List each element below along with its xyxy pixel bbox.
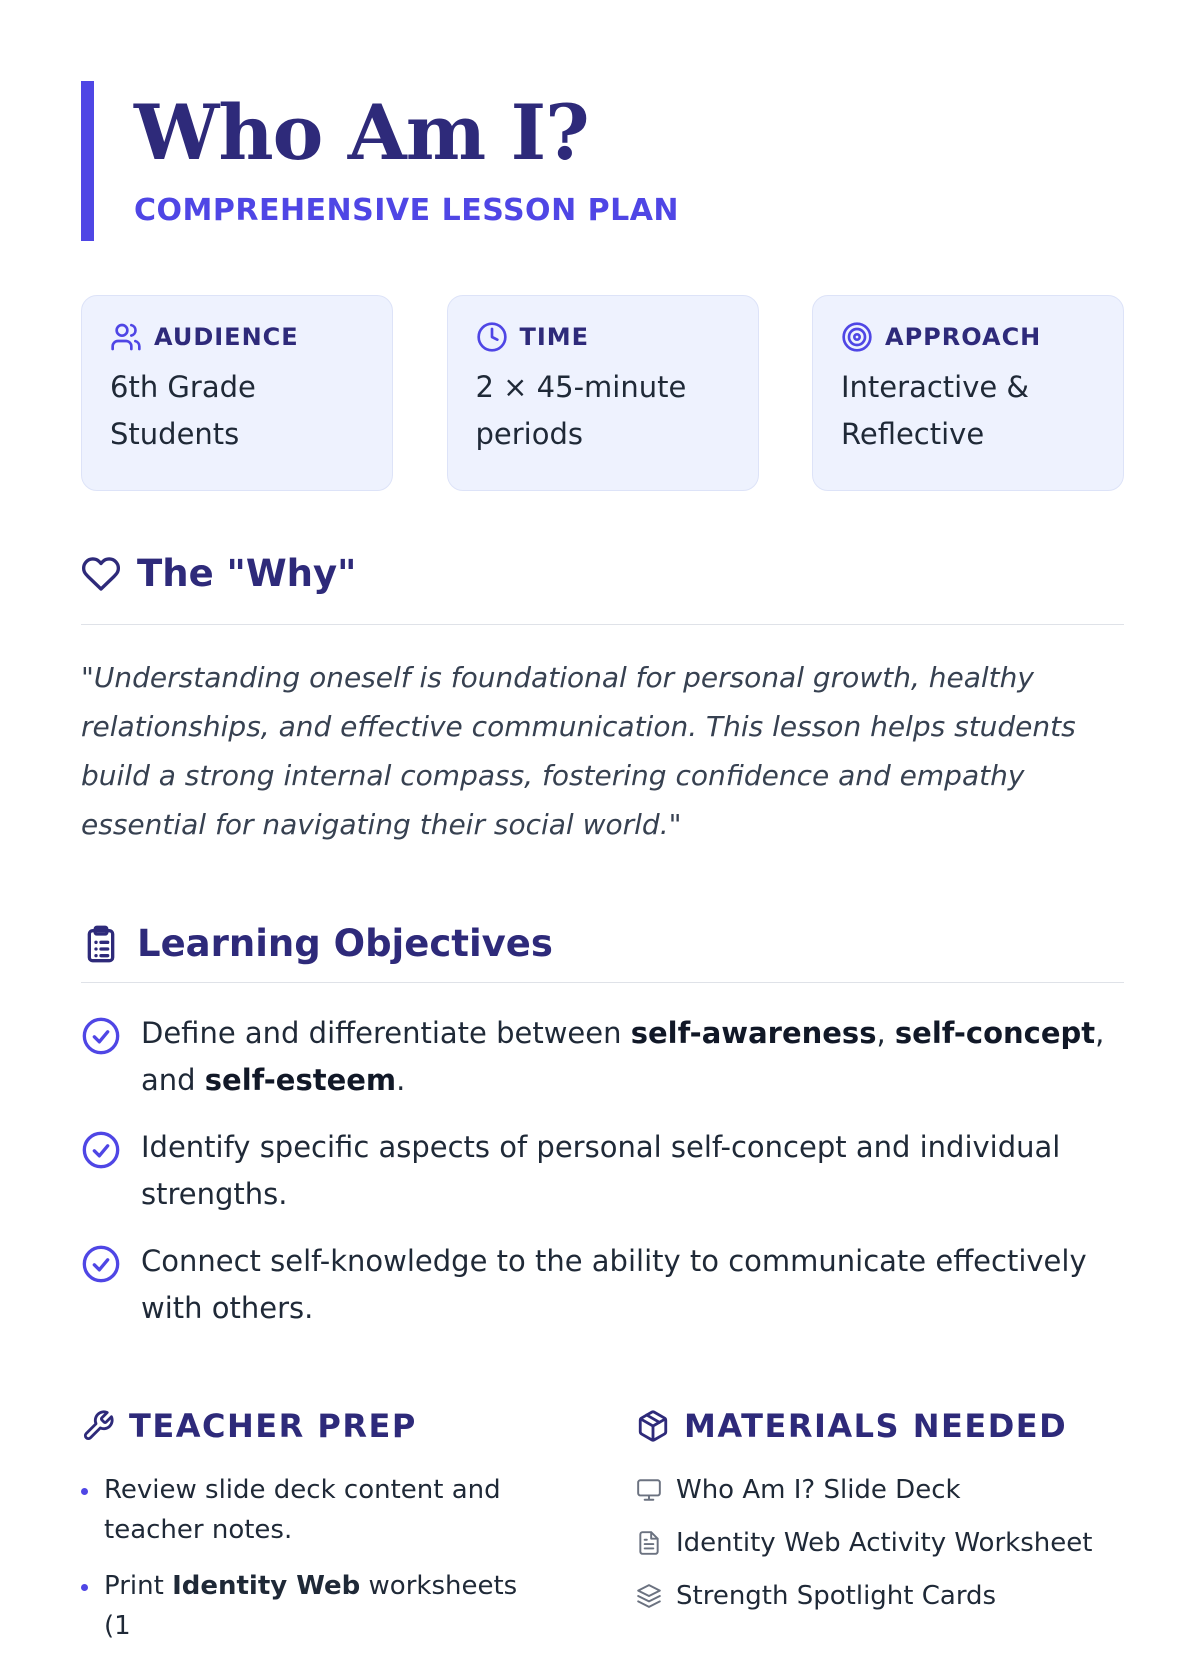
- material-label: Identity Web Activity Worksheet: [676, 1528, 1093, 1558]
- objectives-list: [81, 1010, 1124, 1352]
- document-icon: [636, 1530, 662, 1556]
- list-item: [81, 1566, 551, 1646]
- time-card: [447, 295, 759, 491]
- bullet-dot: [81, 1488, 88, 1495]
- wrench-icon: [81, 1409, 115, 1443]
- audience-card: [81, 295, 393, 491]
- why-title: The "Why": [137, 552, 357, 595]
- prep-text: Print Identity Web worksheets (1: [104, 1571, 518, 1641]
- page-subtitle: COMPREHENSIVE LESSON PLAN: [134, 193, 680, 228]
- section-divider: [81, 982, 1124, 983]
- list-item: [636, 1576, 1126, 1616]
- objectives-title: Learning Objectives: [137, 922, 553, 965]
- list-item: [81, 1124, 1124, 1218]
- clock-icon: [476, 321, 508, 353]
- why-section-header: [81, 552, 1124, 595]
- card-label: APPROACH: [885, 323, 1042, 351]
- list-item: [81, 1470, 551, 1550]
- material-label: Who Am I? Slide Deck: [676, 1475, 961, 1505]
- target-icon: [841, 321, 873, 353]
- objective-text: Identify specific aspects of personal self-concept and individual strengths.: [141, 1130, 1061, 1211]
- monitor-icon: [636, 1477, 662, 1503]
- bullet-dot: [81, 1584, 88, 1591]
- card-value: 6th Grade Students: [110, 370, 256, 451]
- card-label: AUDIENCE: [154, 323, 299, 351]
- info-cards: [81, 295, 1124, 491]
- material-label: Strength Spotlight Cards: [676, 1581, 997, 1611]
- users-icon: [110, 321, 142, 353]
- list-item: [81, 1238, 1124, 1332]
- why-quote: "Understanding oneself is foundational for personal growth, healthy relationships, and effective communication. This lesson helps students build a strong internal compass, fostering confidence and empathy essential for navigating their social world.": [81, 661, 1076, 841]
- check-circle-icon: [81, 1244, 121, 1284]
- objective-text: Connect self-knowledge to the ability to communicate effectively with others.: [141, 1244, 1087, 1325]
- check-circle-icon: [81, 1016, 121, 1056]
- materials-title: MATERIALS NEEDED: [684, 1407, 1068, 1445]
- objective-text: Define and differentiate between self-awareness, self-concept, and self-esteem.: [141, 1016, 1105, 1097]
- check-circle-icon: [81, 1130, 121, 1170]
- lesson-header: [81, 81, 1121, 241]
- card-value: Interactive & Reflective: [841, 370, 1030, 451]
- clipboard-icon: [81, 924, 121, 964]
- list-item: [636, 1470, 1126, 1510]
- teacher-prep-list: [81, 1470, 551, 1662]
- approach-card: [812, 295, 1124, 491]
- objectives-section-header: [81, 922, 1124, 965]
- layers-icon: [636, 1583, 662, 1609]
- list-item: [636, 1523, 1126, 1563]
- teacher-prep-header: [81, 1407, 417, 1445]
- materials-list: [636, 1470, 1126, 1629]
- card-label: TIME: [519, 323, 590, 351]
- section-divider: [81, 624, 1124, 625]
- package-icon: [636, 1409, 670, 1443]
- prep-text: Review slide deck content and teacher notes.: [104, 1475, 501, 1545]
- page-title: Who Am I?: [134, 88, 589, 177]
- heart-icon: [81, 554, 121, 594]
- materials-header: [636, 1407, 1067, 1445]
- card-value: 2 × 45-minute periods: [475, 370, 687, 451]
- teacher-prep-title: TEACHER PREP: [129, 1407, 417, 1445]
- list-item: [81, 1010, 1124, 1104]
